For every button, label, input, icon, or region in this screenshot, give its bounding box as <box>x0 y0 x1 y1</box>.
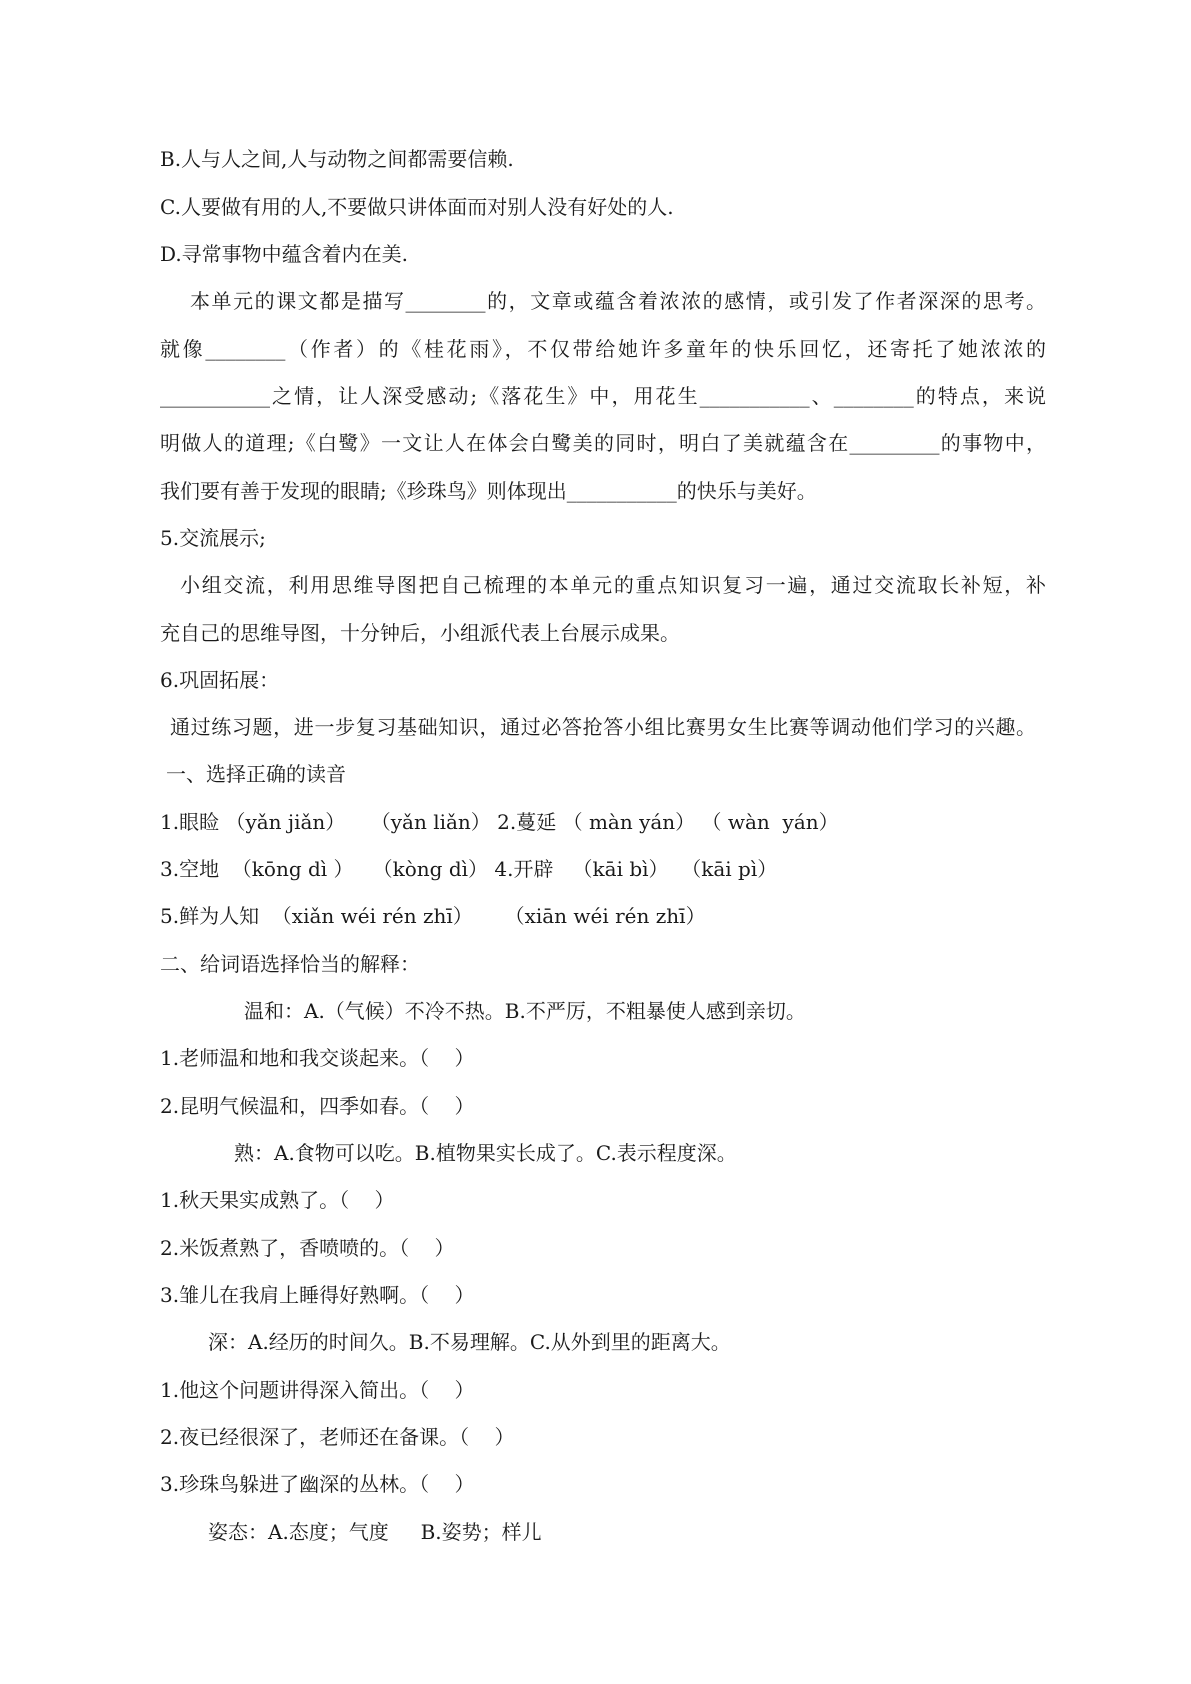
wenhe-question-1: 1.老师温和地和我交谈起来。（ ） <box>160 1046 475 1070</box>
shen-question-3: 3.珍珠鸟躲进了幽深的丛林。（ ） <box>160 1472 475 1496</box>
shu-question-3: 3.雏儿在我肩上睡得好熟啊。（ ） <box>160 1283 475 1307</box>
option-b: B.人与人之间,人与动物之间都需要信赖. <box>160 147 514 171</box>
wenhe-question-2: 2.昆明气候温和，四季如春。（ ） <box>160 1094 475 1118</box>
pinyin-question-5: 5.鲜为人知 （xiǎn wéi rén zhī） （xiān wéi rén zhī） <box>160 904 706 928</box>
section-heading-5: 5.交流展示; <box>160 526 266 550</box>
fill-blank-line-2: 就像________（作者）的《桂花雨》，不仅带给她许多童年的快乐回忆，还寄托了她浓浓的 <box>160 337 1046 361</box>
consolidate-paragraph: 通过练习题，进一步复习基础知识，通过必答抢答小组比赛男女生比赛等调动他们学习的兴趣。 <box>170 715 1036 739</box>
section-heading-6: 6.巩固拓展： <box>160 668 280 692</box>
fill-blank-line-4: 明做人的道理;《白鹭》一文让人在体会白鹭美的同时，明白了美就蕴含在_________的事物中， <box>160 431 1046 455</box>
fill-blank-line-3: ___________之情，让人深受感动;《落花生》中，用花生___________、________的特点，来说 <box>160 384 1046 408</box>
shen-question-2: 2.夜已经很深了，老师还在备课。（ ） <box>160 1425 515 1449</box>
shu-question-1: 1.秋天果实成熟了。（ ） <box>160 1188 395 1212</box>
fill-blank-line-5: 我们要有善于发现的眼睛;《珍珠鸟》则体现出___________的快乐与美好。 <box>160 479 817 503</box>
shu-question-2: 2.米饭煮熟了，香喷喷的。（ ） <box>160 1236 455 1260</box>
shen-question-1: 1.他这个问题讲得深入简出。（ ） <box>160 1378 475 1402</box>
exercise-heading-2: 二、给词语选择恰当的解释： <box>160 952 420 976</box>
exchange-paragraph-line-1: 小组交流，利用思维导图把自己梳理的本单元的重点知识复习一遍，通过交流取长补短，补 <box>180 573 1046 597</box>
fill-blank-line-1: 本单元的课文都是描写________的，文章或蕴含着浓浓的感情，或引发了作者深深的思考。 <box>190 289 1046 313</box>
exercise-heading-1: 一、选择正确的读音 <box>166 762 346 786</box>
exchange-paragraph-line-2: 充自己的思维导图，十分钟后，小组派代表上台展示成果。 <box>160 621 680 645</box>
pinyin-question-1-2: 1.眼睑 （yǎn jiǎn） （yǎn liǎn） 2.蔓延 （ màn yán） （ wàn yán） <box>160 810 839 834</box>
definition-wenhe: 温和：A.（气候）不冷不热。B.不严厉，不粗暴使人感到亲切。 <box>244 999 806 1023</box>
option-c: C.人要做有用的人,不要做只讲体面而对别人没有好处的人. <box>160 195 674 219</box>
definition-shen: 深：A.经历的时间久。B.不易理解。C.从外到里的距离大。 <box>208 1330 731 1354</box>
definition-zitai: 姿态：A.态度；气度 B.姿势；样儿 <box>208 1520 542 1544</box>
option-d: D.寻常事物中蕴含着内在美. <box>160 242 409 266</box>
pinyin-question-3-4: 3.空地 （kōng dì ） （kòng dì） 4.开辟 （kāi bì） （kāi pì） <box>160 857 778 881</box>
definition-shu: 熟：A.食物可以吃。B.植物果实长成了。C.表示程度深。 <box>234 1141 737 1165</box>
